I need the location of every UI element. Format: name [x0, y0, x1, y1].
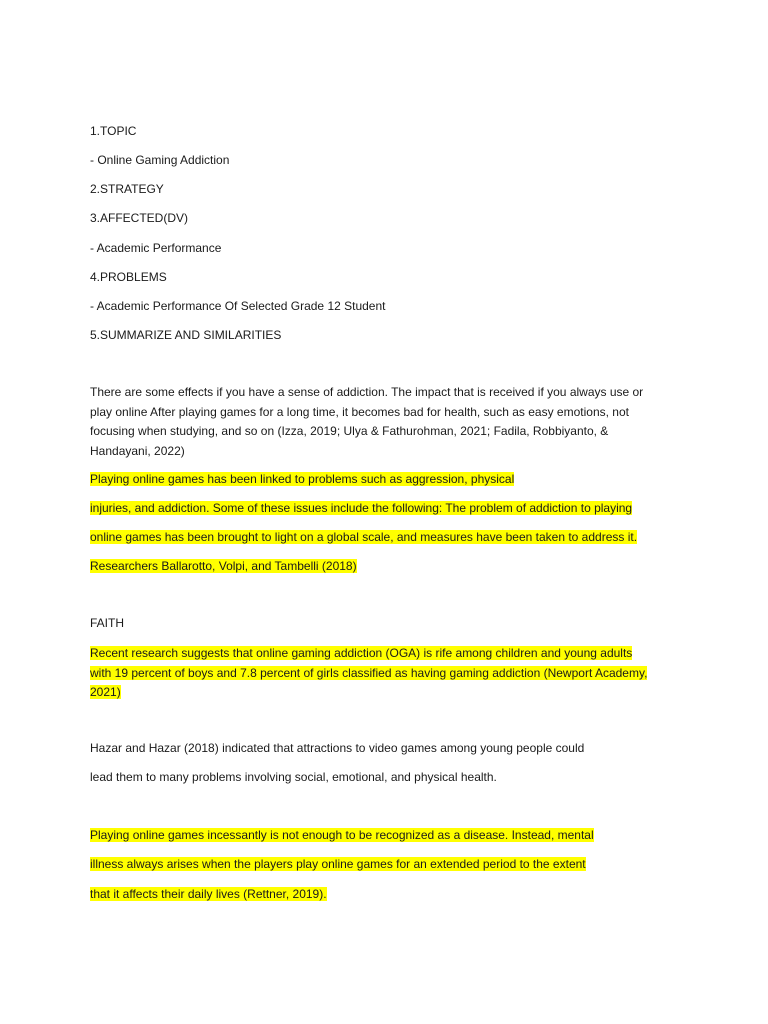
affected-heading: 3.AFFECTED(DV) — [90, 211, 189, 225]
highlight-1-line-2 — [90, 500, 632, 516]
highlighted-text: that it affects their daily lives (Rettner, 2019). — [90, 887, 327, 901]
highlighted-text: Playing online games incessantly is not enough to be recognized as a disease. Instead, mental — [90, 828, 594, 842]
highlight-1-line-3 — [90, 529, 637, 545]
highlight-2-line-1 — [90, 827, 594, 843]
effects-line: play online After playing games for a long time, it becomes bad for health, such as easy emotions, not — [90, 404, 629, 419]
effects-paragraph — [90, 383, 680, 461]
affected-item: - Academic Performance — [90, 241, 222, 255]
highlight-1-line-1 — [90, 471, 514, 487]
highlighted-text: with 19 percent of boys and 7.8 percent of girls classified as having gaming addiction (Newport Academy, — [90, 665, 648, 680]
highlighted-text: online games has been brought to light on a global scale, and measures have been taken to address it. — [90, 530, 638, 544]
hazar-line-1: Hazar and Hazar (2018) indicated that attractions to video games among young people could — [90, 741, 585, 755]
highlighted-text: illness always arises when the players play online games for an extended period to the extent — [90, 857, 586, 871]
effects-line: Handayani, 2022) — [90, 443, 185, 458]
problems-item: - Academic Performance Of Selected Grade 12 Student — [90, 299, 386, 313]
highlight-2-line-3 — [90, 886, 327, 902]
effects-line: There are some effects if you have a sense of addiction. The impact that is received if you always use or — [90, 385, 644, 399]
highlighted-text: 2021) — [90, 685, 121, 699]
faith-heading: FAITH — [90, 616, 125, 630]
topic-heading: 1.TOPIC — [90, 124, 137, 138]
highlight-1-line-4 — [90, 558, 357, 574]
highlighted-text: injuries, and addiction. Some of these issues include the following: The problem of addiction to playing — [90, 501, 633, 515]
faith-line — [90, 644, 680, 664]
highlighted-text: Researchers Ballarotto, Volpi, and Tambelli (2018) — [90, 559, 357, 573]
highlight-2-line-2 — [90, 856, 586, 872]
faith-paragraph — [90, 644, 680, 703]
faith-line — [90, 664, 680, 684]
highlighted-text: Playing online games has been linked to problems such as aggression, physical — [90, 472, 515, 486]
highlighted-text: Recent research suggests that online gaming addiction (OGA) is rife among children and young adults — [90, 646, 633, 660]
faith-line — [90, 683, 680, 703]
hazar-line-2: lead them to many problems involving social, emotional, and physical health. — [90, 770, 497, 784]
topic-item: - Online Gaming Addiction — [90, 153, 230, 167]
strategy-heading: 2.STRATEGY — [90, 182, 164, 196]
summarize-heading: 5.SUMMARIZE AND SIMILARITIES — [90, 328, 282, 342]
effects-line: focusing when studying, and so on (Izza, 2019; Ulya & Fathurohman, 2021; Fadila, Robbiyanto, & — [90, 424, 609, 438]
problems-heading: 4.PROBLEMS — [90, 270, 167, 284]
